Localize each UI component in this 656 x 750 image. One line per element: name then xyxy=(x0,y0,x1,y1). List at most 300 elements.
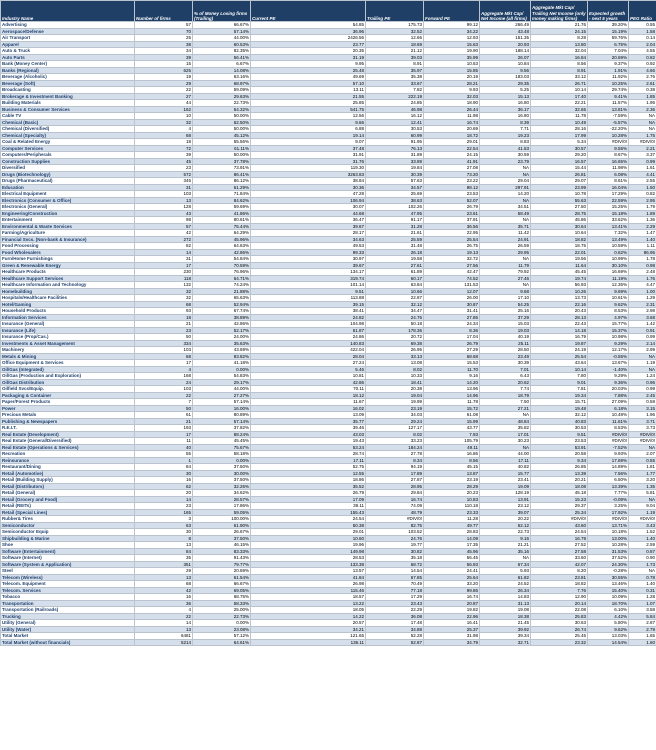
firms-cell[interactable]: 22 xyxy=(135,613,193,620)
agg-mkt-cap-ni-all-cell[interactable]: 22.73 xyxy=(480,529,531,536)
forward-pe-cell[interactable]: 15.85 xyxy=(424,67,480,74)
peg-ratio-cell[interactable]: #DIV/0! xyxy=(629,139,656,146)
trailing-pe-cell[interactable]: 68.72 xyxy=(366,561,424,568)
agg-mkt-cap-ni-all-cell[interactable]: 14.20 xyxy=(480,191,531,198)
forward-pe-cell[interactable]: 28.21 xyxy=(424,80,480,87)
expected-growth-cell[interactable]: 33.62% xyxy=(588,217,629,224)
agg-mkt-cap-ni-all-cell[interactable]: 62.12 xyxy=(480,522,531,529)
industry-name-cell[interactable]: Software (Entertainment) xyxy=(1,548,135,555)
agg-mkt-cap-ni-money-cell[interactable]: 42.07 xyxy=(531,561,588,568)
forward-pe-cell[interactable]: 33.20 xyxy=(424,581,480,588)
firms-cell[interactable]: 45 xyxy=(135,158,193,165)
trailing-pe-cell[interactable]: 34.88 xyxy=(366,626,424,633)
expected-growth-cell[interactable]: 14.54% xyxy=(588,639,629,646)
expected-growth-cell[interactable]: 6.50% xyxy=(588,477,629,484)
agg-mkt-cap-ni-all-cell[interactable]: 54.25 xyxy=(480,301,531,308)
current-pe-cell[interactable]: 39.11 xyxy=(251,503,366,510)
trailing-pe-cell[interactable]: 91.95 xyxy=(366,139,424,146)
current-pe-cell[interactable]: 52.75 xyxy=(251,464,366,471)
agg-mkt-cap-ni-all-cell[interactable]: 17.01 xyxy=(480,431,531,438)
agg-mkt-cap-ni-all-cell[interactable]: 27.21 xyxy=(480,405,531,412)
expected-growth-cell[interactable]: 11.57% xyxy=(588,100,629,107)
industry-name-cell[interactable]: Investments & Asset Management xyxy=(1,340,135,347)
forward-pe-cell[interactable]: 30.87 xyxy=(424,301,480,308)
agg-mkt-cap-ni-money-cell[interactable]: 18.82 xyxy=(531,581,588,588)
firms-cell[interactable]: 8 xyxy=(135,535,193,542)
current-pe-cell[interactable]: 18.57 xyxy=(251,594,366,601)
agg-mkt-cap-ni-money-cell[interactable]: 29.20 xyxy=(531,152,588,159)
industry-name-cell[interactable]: Machinery xyxy=(1,347,135,354)
agg-mkt-cap-ni-money-cell[interactable]: 9.34 xyxy=(531,457,588,464)
pct-money-losing-cell[interactable]: 37.82% xyxy=(193,425,251,432)
peg-ratio-cell[interactable]: 0.98 xyxy=(629,262,656,269)
agg-mkt-cap-ni-money-cell[interactable]: 43.64 xyxy=(531,360,588,367)
industry-name-cell[interactable]: Real Estate (Operations & Services) xyxy=(1,444,135,451)
trailing-pe-cell[interactable]: 10.33 xyxy=(366,373,424,380)
forward-pe-cell[interactable]: 13.87 xyxy=(424,470,480,477)
trailing-pe-cell[interactable]: 60.17 xyxy=(366,275,424,282)
trailing-pe-cell[interactable]: 23.19 xyxy=(366,405,424,412)
current-pe-cell[interactable]: 140.83 xyxy=(251,340,366,347)
pct-money-losing-cell[interactable]: 86.41% xyxy=(193,171,251,178)
industry-name-cell[interactable]: Hospitals/Healthcare Facilities xyxy=(1,295,135,302)
current-pe-cell[interactable]: 422.04 xyxy=(251,347,366,354)
forward-pe-cell[interactable]: 9.16 xyxy=(424,373,480,380)
firms-cell[interactable]: 334 xyxy=(135,340,193,347)
industry-name-cell[interactable]: Household Products xyxy=(1,308,135,315)
forward-pe-cell[interactable]: 25.54 xyxy=(424,236,480,243)
agg-mkt-cap-ni-all-cell[interactable]: 7.50 xyxy=(480,399,531,406)
current-pe-cell[interactable]: 61.87 xyxy=(251,327,366,334)
pct-money-losing-cell[interactable]: 58.33% xyxy=(193,600,251,607)
agg-mkt-cap-ni-money-cell[interactable]: 24.19 xyxy=(531,347,588,354)
expected-growth-cell[interactable]: 14.89% xyxy=(588,464,629,471)
forward-pe-cell[interactable]: 36.56 xyxy=(424,223,480,230)
industry-name-cell[interactable]: Total Market xyxy=(1,633,135,640)
forward-pe-cell[interactable]: 14.20 xyxy=(424,379,480,386)
firms-cell[interactable]: 4 xyxy=(135,607,193,614)
firms-cell[interactable]: 4 xyxy=(135,126,193,133)
pct-money-losing-cell[interactable]: 27.27% xyxy=(193,392,251,399)
current-pe-cell[interactable]: 54.85 xyxy=(251,22,366,29)
forward-pe-cell[interactable]: 11.78 xyxy=(424,399,480,406)
pct-money-losing-cell[interactable]: 57.14% xyxy=(193,28,251,35)
agg-mkt-cap-ni-money-cell[interactable]: 7.76 xyxy=(531,587,588,594)
pct-money-losing-cell[interactable]: 41.18% xyxy=(193,360,251,367)
firms-cell[interactable]: 57 xyxy=(135,223,193,230)
firms-cell[interactable]: 17 xyxy=(135,360,193,367)
peg-ratio-cell[interactable]: 4.66 xyxy=(629,67,656,74)
forward-pe-cell[interactable]: 24.15 xyxy=(424,152,480,159)
firms-cell[interactable]: 132 xyxy=(135,282,193,289)
industry-name-cell[interactable]: Chemical (Basic) xyxy=(1,119,135,126)
forward-pe-cell[interactable]: 41.91 xyxy=(424,158,480,165)
peg-ratio-cell[interactable]: 1.85 xyxy=(629,93,656,100)
current-pe-cell[interactable]: 36.47 xyxy=(251,217,366,224)
agg-mkt-cap-ni-money-cell[interactable]: 17.99 xyxy=(531,132,588,139)
forward-pe-cell[interactable]: 16.41 xyxy=(424,620,480,627)
forward-pe-cell[interactable]: 18.72 xyxy=(424,132,480,139)
agg-mkt-cap-ni-all-cell[interactable]: 26.34 xyxy=(480,587,531,594)
industry-name-cell[interactable]: Green & Renewable Energy xyxy=(1,262,135,269)
forward-pe-cell[interactable]: 27.08 xyxy=(424,165,480,172)
agg-mkt-cap-ni-all-cell[interactable]: 19.23 xyxy=(480,132,531,139)
agg-mkt-cap-ni-money-cell[interactable]: 26.81 xyxy=(531,171,588,178)
agg-mkt-cap-ni-all-cell[interactable]: 79.92 xyxy=(480,269,531,276)
firms-cell[interactable]: 345 xyxy=(135,178,193,185)
peg-ratio-cell[interactable]: 1.96 xyxy=(629,412,656,419)
expected-growth-cell[interactable]: 13.71% xyxy=(588,522,629,529)
firms-cell[interactable]: 18 xyxy=(135,314,193,321)
current-pe-cell[interactable]: 9.07 xyxy=(251,139,366,146)
current-pe-cell[interactable]: 43.03 xyxy=(251,431,366,438)
peg-ratio-cell[interactable]: 1.40 xyxy=(629,581,656,588)
pct-money-losing-cell[interactable]: 37.50% xyxy=(193,477,251,484)
industry-name-cell[interactable]: Broadcasting xyxy=(1,87,135,94)
peg-ratio-cell[interactable]: 1.58 xyxy=(629,28,656,35)
forward-pe-cell[interactable]: 26.79 xyxy=(424,340,480,347)
peg-ratio-cell[interactable]: 2.87 xyxy=(629,620,656,627)
industry-name-cell[interactable]: Restaurant/Dining xyxy=(1,464,135,471)
agg-mkt-cap-ni-money-cell[interactable]: 28.16 xyxy=(531,126,588,133)
expected-growth-cell[interactable]: 13.00% xyxy=(588,535,629,542)
firms-cell[interactable]: 93 xyxy=(135,308,193,315)
agg-mkt-cap-ni-money-cell[interactable]: 30.53 xyxy=(531,425,588,432)
forward-pe-cell[interactable]: 26.44 xyxy=(424,106,480,113)
current-pe-cell[interactable]: 57.10 xyxy=(251,80,366,87)
agg-mkt-cap-ni-all-cell[interactable]: 23.41 xyxy=(480,477,531,484)
peg-ratio-cell[interactable]: 1.07 xyxy=(629,600,656,607)
trailing-pe-cell[interactable]: 29.24 xyxy=(366,418,424,425)
expected-growth-cell[interactable]: 16.65% xyxy=(588,158,629,165)
forward-pe-cell[interactable]: 56.93 xyxy=(424,561,480,568)
peg-ratio-cell[interactable]: 2.04 xyxy=(629,41,656,48)
agg-mkt-cap-ni-all-cell[interactable]: 35.71 xyxy=(480,223,531,230)
expected-growth-cell[interactable]: -7.52% xyxy=(588,444,629,451)
trailing-pe-cell[interactable]: 19.77 xyxy=(366,542,424,549)
expected-growth-cell[interactable]: 11.61% xyxy=(588,418,629,425)
peg-ratio-cell[interactable]: 0.38 xyxy=(629,87,656,94)
expected-growth-cell[interactable]: 0.62% xyxy=(588,249,629,256)
industry-name-cell[interactable]: Food Wholesalers xyxy=(1,249,135,256)
forward-pe-cell[interactable]: 15.63 xyxy=(424,41,480,48)
firms-cell[interactable]: 7 xyxy=(135,399,193,406)
industry-name-cell[interactable]: Software (System & Application) xyxy=(1,561,135,568)
agg-mkt-cap-ni-all-cell[interactable]: 40.19 xyxy=(480,334,531,341)
current-pe-cell[interactable]: 28.04 xyxy=(251,353,366,360)
expected-growth-cell[interactable]: 27.09% xyxy=(588,399,629,406)
current-pe-cell[interactable]: 24.54 xyxy=(251,516,366,523)
firms-cell[interactable]: 13 xyxy=(135,197,193,204)
peg-ratio-cell[interactable]: 3.37 xyxy=(629,152,656,159)
industry-name-cell[interactable]: Total Market (without financials) xyxy=(1,639,135,646)
peg-ratio-cell[interactable]: 0.99 xyxy=(629,158,656,165)
forward-pe-cell[interactable]: 56.45 xyxy=(424,555,480,562)
agg-mkt-cap-ni-all-cell[interactable]: 18.79 xyxy=(480,392,531,399)
agg-mkt-cap-ni-all-cell[interactable]: 20.22 xyxy=(480,516,531,523)
peg-ratio-cell[interactable]: 86.95 xyxy=(629,249,656,256)
forward-pe-cell[interactable]: 27.86 xyxy=(424,314,480,321)
firms-cell[interactable]: 68 xyxy=(135,353,193,360)
peg-ratio-cell[interactable]: 1.78 xyxy=(629,256,656,263)
agg-mkt-cap-ni-money-cell[interactable]: 26.85 xyxy=(531,464,588,471)
trailing-pe-cell[interactable]: 22.29 xyxy=(366,607,424,614)
pct-money-losing-cell[interactable]: 23.08% xyxy=(193,626,251,633)
trailing-pe-cell[interactable]: 32.52 xyxy=(366,28,424,35)
expected-growth-cell[interactable]: 17.69% xyxy=(588,457,629,464)
firms-cell[interactable]: 40 xyxy=(135,444,193,451)
trailing-pe-cell[interactable]: 16.12 xyxy=(366,113,424,120)
agg-mkt-cap-ni-all-cell[interactable]: 11.79 xyxy=(480,262,531,269)
forward-pe-cell[interactable]: 27.29 xyxy=(424,347,480,354)
firms-cell[interactable]: 14 xyxy=(135,496,193,503)
current-pe-cell[interactable]: 13.22 xyxy=(251,600,366,607)
peg-ratio-cell[interactable]: 5.84 xyxy=(629,613,656,620)
industry-name-cell[interactable]: Metals & Mining xyxy=(1,353,135,360)
pct-money-losing-cell[interactable]: 54.32% xyxy=(193,106,251,113)
firms-cell[interactable]: 272 xyxy=(135,236,193,243)
agg-mkt-cap-ni-money-cell[interactable]: 40.83 xyxy=(531,418,588,425)
forward-pe-cell[interactable]: 25.37 xyxy=(424,626,480,633)
agg-mkt-cap-ni-money-cell[interactable]: 20.21 xyxy=(531,477,588,484)
trailing-pe-cell[interactable]: 12.66 xyxy=(366,35,424,42)
agg-mkt-cap-ni-all-cell[interactable]: 19.03 xyxy=(480,327,531,334)
forward-pe-cell[interactable]: 32.72 xyxy=(424,256,480,263)
pct-money-losing-cell[interactable]: 20.69% xyxy=(193,568,251,575)
current-pe-cell[interactable]: 38.41 xyxy=(251,308,366,315)
forward-pe-cell[interactable]: 16.74 xyxy=(424,119,480,126)
pct-money-losing-cell[interactable]: 68.75% xyxy=(193,594,251,601)
agg-mkt-cap-ni-money-cell[interactable]: 13.80 xyxy=(531,41,588,48)
forward-pe-cell[interactable]: 74.52 xyxy=(424,275,480,282)
pct-money-losing-cell[interactable]: 79.77% xyxy=(193,561,251,568)
firms-cell[interactable]: 17 xyxy=(135,431,193,438)
agg-mkt-cap-ni-money-cell[interactable]: 20.43 xyxy=(531,308,588,315)
peg-ratio-cell[interactable]: 0.90 xyxy=(629,555,656,562)
trailing-pe-cell[interactable]: 21.12 xyxy=(366,48,424,55)
peg-ratio-cell[interactable]: 2.79 xyxy=(629,626,656,633)
trailing-pe-cell[interactable]: 27.61 xyxy=(366,262,424,269)
expected-growth-cell[interactable]: 4.97% xyxy=(588,314,629,321)
pct-money-losing-cell[interactable]: 16.00% xyxy=(193,405,251,412)
forward-pe-cell[interactable]: 23.33 xyxy=(424,509,480,516)
pct-money-losing-cell[interactable]: 0.00% xyxy=(193,366,251,373)
trailing-pe-cell[interactable]: 27.87 xyxy=(366,477,424,484)
expected-growth-cell[interactable]: 10.09% xyxy=(588,594,629,601)
current-pe-cell[interactable]: 41.84 xyxy=(251,574,366,581)
peg-ratio-cell[interactable]: 1.65 xyxy=(629,633,656,640)
current-pe-cell[interactable]: 24.82 xyxy=(251,314,366,321)
firms-cell[interactable]: 21 xyxy=(135,418,193,425)
agg-mkt-cap-ni-money-cell[interactable]: 45.86 xyxy=(531,217,588,224)
peg-ratio-cell[interactable]: 1.89 xyxy=(629,210,656,217)
peg-ratio-cell[interactable]: 1.40 xyxy=(629,236,656,243)
trailing-pe-cell[interactable]: 13.08 xyxy=(366,360,424,367)
expected-growth-cell[interactable]: -22.20% xyxy=(588,126,629,133)
agg-mkt-cap-ni-all-cell[interactable]: 58.49 xyxy=(480,210,531,217)
industry-name-cell[interactable]: Rubber& Tires xyxy=(1,516,135,523)
agg-mkt-cap-ni-money-cell[interactable]: 19.56 xyxy=(531,256,588,263)
agg-mkt-cap-ni-all-cell[interactable]: 41.53 xyxy=(480,145,531,152)
agg-mkt-cap-ni-money-cell[interactable]: 9.51 xyxy=(531,431,588,438)
expected-growth-cell[interactable]: 10.98% xyxy=(588,334,629,341)
peg-ratio-cell[interactable]: 1.75 xyxy=(629,132,656,139)
trailing-pe-cell[interactable]: 69.38 xyxy=(366,340,424,347)
expected-growth-cell[interactable]: -0.28% xyxy=(588,568,629,575)
pct-money-losing-cell[interactable]: 80.89% xyxy=(193,412,251,419)
firms-cell[interactable]: 50 xyxy=(135,334,193,341)
current-pe-cell[interactable]: 9.51 xyxy=(251,288,366,295)
peg-ratio-cell[interactable]: 1.47 xyxy=(629,230,656,237)
agg-mkt-cap-ni-all-cell[interactable]: 188.14 xyxy=(480,48,531,55)
expected-growth-cell[interactable]: 24.30% xyxy=(588,561,629,568)
peg-ratio-cell[interactable]: 1.42 xyxy=(629,321,656,328)
firms-cell[interactable]: 20 xyxy=(135,490,193,497)
industry-name-cell[interactable]: Shipbuilding & Marine xyxy=(1,535,135,542)
pct-money-losing-cell[interactable]: 66.67% xyxy=(193,22,251,29)
trailing-pe-cell[interactable]: 33.67 xyxy=(366,80,424,87)
expected-growth-cell[interactable]: 11.98% xyxy=(588,165,629,172)
forward-pe-cell[interactable]: 18.90 xyxy=(424,100,480,107)
expected-growth-cell[interactable]: 10.59% xyxy=(588,243,629,250)
agg-mkt-cap-ni-all-cell[interactable]: 24.52 xyxy=(480,581,531,588)
industry-name-cell[interactable]: Recreation xyxy=(1,451,135,458)
expected-growth-cell[interactable]: 15.37% xyxy=(588,327,629,334)
expected-growth-cell[interactable]: 8.67% xyxy=(588,152,629,159)
peg-ratio-cell[interactable]: 2.21 xyxy=(629,145,656,152)
trailing-pe-cell[interactable]: 17.89 xyxy=(366,470,424,477)
pct-money-losing-cell[interactable]: 61.90% xyxy=(193,522,251,529)
trailing-pe-cell[interactable]: 29.84 xyxy=(366,490,424,497)
forward-pe-cell[interactable]: 19.90 xyxy=(424,48,480,55)
agg-mkt-cap-ni-money-cell[interactable]: 23.32 xyxy=(531,639,588,646)
expected-growth-cell[interactable]: 7.32% xyxy=(588,230,629,237)
pct-money-losing-cell[interactable]: 60.53% xyxy=(193,41,251,48)
agg-mkt-cap-ni-all-cell[interactable]: 15.13 xyxy=(480,93,531,100)
trailing-pe-cell[interactable]: 20.72 xyxy=(366,334,424,341)
forward-pe-cell[interactable]: 24.34 xyxy=(424,321,480,328)
agg-mkt-cap-ni-all-cell[interactable]: 19.09 xyxy=(480,483,531,490)
firms-cell[interactable]: 162 xyxy=(135,106,193,113)
trailing-pe-cell[interactable]: 24.76 xyxy=(366,535,424,542)
firms-cell[interactable]: 16 xyxy=(135,594,193,601)
industry-name-cell[interactable]: Auto & Truck xyxy=(1,48,135,55)
industry-name-cell[interactable]: Electrical Equipment xyxy=(1,191,135,198)
current-pe-cell[interactable]: 29.01 xyxy=(251,529,366,536)
expected-growth-cell[interactable]: 7.88% xyxy=(588,392,629,399)
expected-growth-cell[interactable]: 8.53% xyxy=(588,308,629,315)
agg-mkt-cap-ni-money-cell[interactable]: 32.04 xyxy=(531,48,588,55)
firms-cell[interactable]: 15 xyxy=(135,61,193,68)
firms-cell[interactable]: 30 xyxy=(135,470,193,477)
expected-growth-cell[interactable]: 10.25% xyxy=(588,80,629,87)
current-pe-cell[interactable]: 20.57 xyxy=(251,620,366,627)
forward-pe-cell[interactable]: 11.28 xyxy=(424,516,480,523)
expected-growth-cell[interactable]: 59.76% xyxy=(588,35,629,42)
agg-mkt-cap-ni-all-cell[interactable]: 9.56 xyxy=(480,67,531,74)
industry-name-cell[interactable]: Retail (General) xyxy=(1,490,135,497)
expected-growth-cell[interactable]: 31.53% xyxy=(588,548,629,555)
firms-cell[interactable]: 572 xyxy=(135,171,193,178)
expected-growth-cell[interactable]: 13.03% xyxy=(588,633,629,640)
industry-name-cell[interactable]: Oil/Gas Distribution xyxy=(1,379,135,386)
industry-name-cell[interactable]: Healthcare Support Services xyxy=(1,275,135,282)
trailing-pe-cell[interactable]: 31.48 xyxy=(366,243,424,250)
industry-name-cell[interactable]: Electronics (General) xyxy=(1,204,135,211)
peg-ratio-cell[interactable]: 0.92 xyxy=(629,61,656,68)
peg-ratio-cell[interactable]: 1.95 xyxy=(629,100,656,107)
peg-ratio-cell[interactable]: 4.41 xyxy=(629,171,656,178)
industry-name-cell[interactable]: Coal & Related Energy xyxy=(1,139,135,146)
forward-pe-cell[interactable]: 15.53 xyxy=(424,360,480,367)
industry-name-cell[interactable]: Telecom. Equipment xyxy=(1,581,135,588)
industry-name-cell[interactable]: Hotel/Gaming xyxy=(1,301,135,308)
firms-cell[interactable]: 103 xyxy=(135,386,193,393)
pct-money-losing-cell[interactable]: 37.50% xyxy=(193,464,251,471)
current-pe-cell[interactable]: 19.43 xyxy=(251,438,366,445)
trailing-pe-cell[interactable]: 36.08 xyxy=(366,613,424,620)
expected-growth-cell[interactable]: #DIV/0! xyxy=(588,438,629,445)
agg-mkt-cap-ni-money-cell[interactable]: 12.90 xyxy=(531,594,588,601)
firms-cell[interactable]: 23 xyxy=(135,327,193,334)
peg-ratio-cell[interactable]: NA xyxy=(629,119,656,126)
trailing-pe-cell[interactable]: 16.74 xyxy=(366,496,424,503)
peg-ratio-cell[interactable]: NA xyxy=(629,366,656,373)
agg-mkt-cap-ni-all-cell[interactable]: 5.25 xyxy=(480,87,531,94)
current-pe-cell[interactable]: 17.11 xyxy=(251,457,366,464)
expected-growth-cell[interactable]: 15.77% xyxy=(588,321,629,328)
agg-mkt-cap-ni-all-cell[interactable]: 7.71 xyxy=(480,126,531,133)
trailing-pe-cell[interactable]: 30.82 xyxy=(366,548,424,555)
current-pe-cell[interactable]: 19.14 xyxy=(251,132,366,139)
current-pe-cell[interactable]: 5.46 xyxy=(251,366,366,373)
agg-mkt-cap-ni-money-cell[interactable]: 26.71 xyxy=(531,80,588,87)
forward-pe-cell[interactable]: 20.87 xyxy=(424,600,480,607)
expected-growth-cell[interactable]: 15.25% xyxy=(588,204,629,211)
trailing-pe-cell[interactable]: 50.18 xyxy=(366,321,424,328)
firms-cell[interactable]: 36 xyxy=(135,600,193,607)
agg-mkt-cap-ni-money-cell[interactable]: 10.26 xyxy=(531,288,588,295)
trailing-pe-cell[interactable]: 94.19 xyxy=(366,464,424,471)
agg-mkt-cap-ni-all-cell[interactable]: 37.29 xyxy=(480,314,531,321)
peg-ratio-cell[interactable]: 2.55 xyxy=(629,178,656,185)
firms-cell[interactable]: 72 xyxy=(135,145,193,152)
agg-mkt-cap-ni-all-cell[interactable]: NA xyxy=(480,256,531,263)
header-agg-mkt-cap-ni-all[interactable]: Aggregate Mkt Cap/ Net Income (all firms) xyxy=(480,1,531,22)
pct-money-losing-cell[interactable]: 76.96% xyxy=(193,269,251,276)
agg-mkt-cap-ni-all-cell[interactable]: 183.03 xyxy=(480,74,531,81)
firms-cell[interactable]: 10 xyxy=(135,113,193,120)
agg-mkt-cap-ni-money-cell[interactable]: 55.63 xyxy=(531,197,588,204)
trailing-pe-cell[interactable]: 61.89 xyxy=(366,269,424,276)
forward-pe-cell[interactable]: 61.08 xyxy=(424,412,480,419)
firms-cell[interactable]: 44 xyxy=(135,100,193,107)
expected-growth-cell[interactable]: 9.29% xyxy=(588,373,629,380)
firms-cell[interactable]: 19 xyxy=(135,74,193,81)
agg-mkt-cap-ni-money-cell[interactable]: 24.15 xyxy=(531,28,588,35)
agg-mkt-cap-ni-all-cell[interactable]: 40.82 xyxy=(480,464,531,471)
current-pe-cell[interactable]: 20.35 xyxy=(251,48,366,55)
trailing-pe-cell[interactable]: #DIV/0! xyxy=(366,516,424,523)
forward-pe-cell[interactable]: 19.13 xyxy=(424,249,480,256)
peg-ratio-cell[interactable]: NA xyxy=(629,126,656,133)
pct-money-losing-cell[interactable]: 37.78% xyxy=(193,158,251,165)
firms-cell[interactable]: 193 xyxy=(135,425,193,432)
firms-cell[interactable]: 43 xyxy=(135,210,193,217)
pct-money-losing-cell[interactable]: 66.67% xyxy=(193,581,251,588)
peg-ratio-cell[interactable]: 1.60 xyxy=(629,639,656,646)
expected-growth-cell[interactable]: 7.04% xyxy=(588,48,629,55)
